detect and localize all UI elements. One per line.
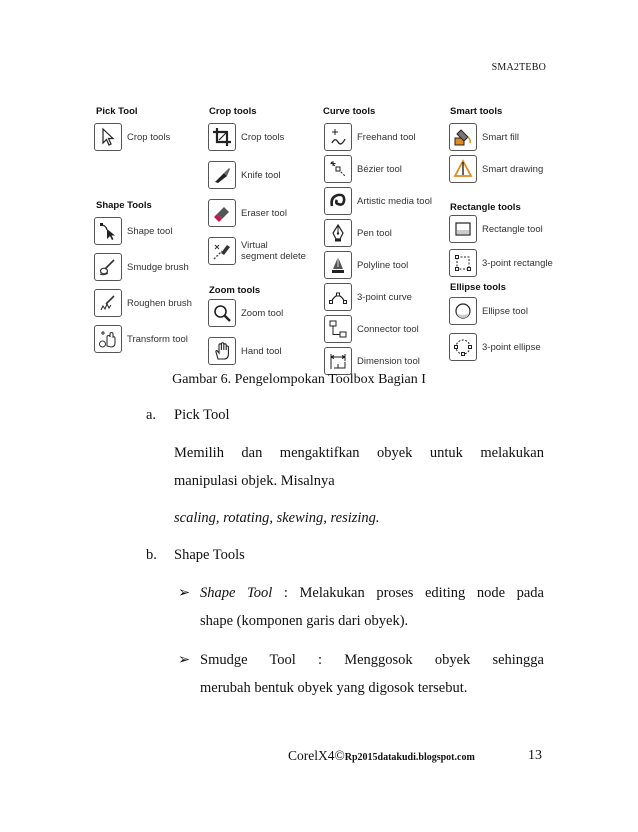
tool-crop-pick [94,122,170,152]
tool-label: Dimension tool [357,355,420,367]
tool-knife [208,160,281,190]
pointer-arrow-icon [94,123,122,151]
tool-label: Bézier tool [357,163,402,175]
toolbox-figure [90,102,570,367]
group-title-smart: Smart tools [450,106,503,117]
dimension-icon [324,347,352,375]
tool-label: 3-point ellipse [482,341,541,353]
tool-label: Smart fill [482,131,519,143]
bullet-arrow-icon: ➢ [178,585,191,601]
tool-label: Crop tools [241,131,285,143]
three-point-rectangle-icon [449,249,477,277]
shape-node-icon [94,217,122,245]
figure-caption [0,372,638,388]
hand-icon [208,337,236,365]
tool-label: Crop tools [127,131,171,143]
transform-hand-icon [94,325,122,353]
knife-icon [208,161,236,189]
tool-eraser [208,198,287,228]
tool-label: Transform tool [127,333,188,345]
freehand-icon [324,123,352,151]
footer-credit [288,748,475,764]
tool-smart-drawing [449,154,543,184]
group-title-rectangle: Rectangle tools [450,202,521,213]
tool-crop [208,122,284,152]
tool-rectangle [449,214,543,244]
tool-polyline [324,250,408,280]
polyline-icon [324,251,352,279]
group-title-zoom: Zoom tools [209,285,261,296]
ellipse-icon [449,297,477,325]
tool-label: Smudge brush [127,261,189,273]
tool-ellipse [449,296,528,326]
tool-smudge [94,252,189,282]
tool-label: Eraser tool [241,207,287,219]
tool-label [241,240,306,262]
bullet-line: shape (komponen garis dari obyek). [200,613,409,629]
tool-label: Hand tool [241,345,282,357]
bullet-term-shape-tool: Shape Tool [200,585,273,601]
magnifier-icon [208,299,236,327]
bullet-line [200,583,544,603]
tool-hand [208,336,282,366]
group-title-pick: Pick Tool [96,106,138,117]
connector-icon [324,315,352,343]
group-title-curve: Curve tools [323,106,376,117]
roughen-brush-icon [94,289,122,317]
pen-nib-icon [324,219,352,247]
tool-pen [324,218,392,248]
tool-label-line2: segment delete [241,251,306,262]
tool-label: Pen tool [357,227,392,239]
paragraph-line-italic: scaling, rotating, skewing, resizing. [174,510,380,526]
bullet-desc: : Melakukan proses editing node pada [283,585,544,601]
three-point-ellipse-icon [449,333,477,361]
tool-label-line1: Virtual [241,240,268,251]
tool-label: Zoom tool [241,307,284,319]
tool-bezier [324,154,402,184]
tool-3-point-curve [324,282,412,312]
tool-label: Artistic media tool [357,195,432,207]
tool-3-point-rectangle [449,248,553,278]
caption-text: Gambar 6. Pengelompokan Toolbox Bagian I [172,372,426,387]
tool-freehand [324,122,416,152]
paragraph-line: manipulasi objek. Misalnya [174,473,335,489]
three-point-curve-icon [324,283,352,311]
tool-3-point-ellipse [449,332,541,362]
bullet-arrow-icon: ➢ [178,652,191,668]
bezier-icon [324,155,352,183]
header-school: SMA2TEBO [491,62,546,73]
tool-label: Knife tool [241,169,281,181]
tool-label: 3-point curve [357,291,412,303]
bullet-line: Smudge Tool : Menggosok obyek sehingga [200,652,544,668]
tool-label: Freehand tool [357,131,416,143]
smudge-brush-icon [94,253,122,281]
tool-connector [324,314,419,344]
tool-roughen [94,288,192,318]
tool-label: Ellipse tool [482,305,528,317]
tool-shape [94,216,172,246]
footer-site: Rp2015datakudi.blogspot.com [344,752,475,763]
group-title-shape: Shape Tools [96,200,152,211]
tool-label: Connector tool [357,323,419,335]
artistic-media-icon [324,187,352,215]
rectangle-icon [449,215,477,243]
page-number: 13 [528,748,542,763]
tool-label: Rectangle tool [482,223,543,235]
group-title-crop: Crop tools [209,106,257,117]
group-title-ellipse: Ellipse tools [450,282,506,293]
tool-zoom [208,298,283,328]
eraser-icon [208,199,236,227]
tool-virtual-segment [208,236,306,266]
section-title-shape-tools: Shape Tools [174,547,245,563]
section-title-pick-tool: Pick Tool [174,407,230,423]
tool-label: Smart drawing [482,163,544,175]
crop-icon [208,123,236,151]
smart-fill-icon [449,123,477,151]
tool-artistic-media [324,186,432,216]
tool-smart-fill [449,122,519,152]
paragraph-line: Memilih dan mengaktifkan obyek untuk melakukan [174,445,544,461]
tool-label: Roughen brush [127,297,192,309]
list-marker-a: a. [146,407,157,423]
smart-drawing-icon [449,155,477,183]
list-marker-b: b. [146,547,157,563]
tool-label: Polyline tool [357,259,409,271]
tool-label: Shape tool [127,225,173,237]
tool-label: 3-point rectangle [482,257,553,269]
bullet-line: merubah bentuk obyek yang digosok tersebut. [200,680,468,696]
virtual-segment-delete-icon [208,237,236,265]
tool-transform [94,324,188,354]
footer-main: CorelX4© [288,748,345,763]
